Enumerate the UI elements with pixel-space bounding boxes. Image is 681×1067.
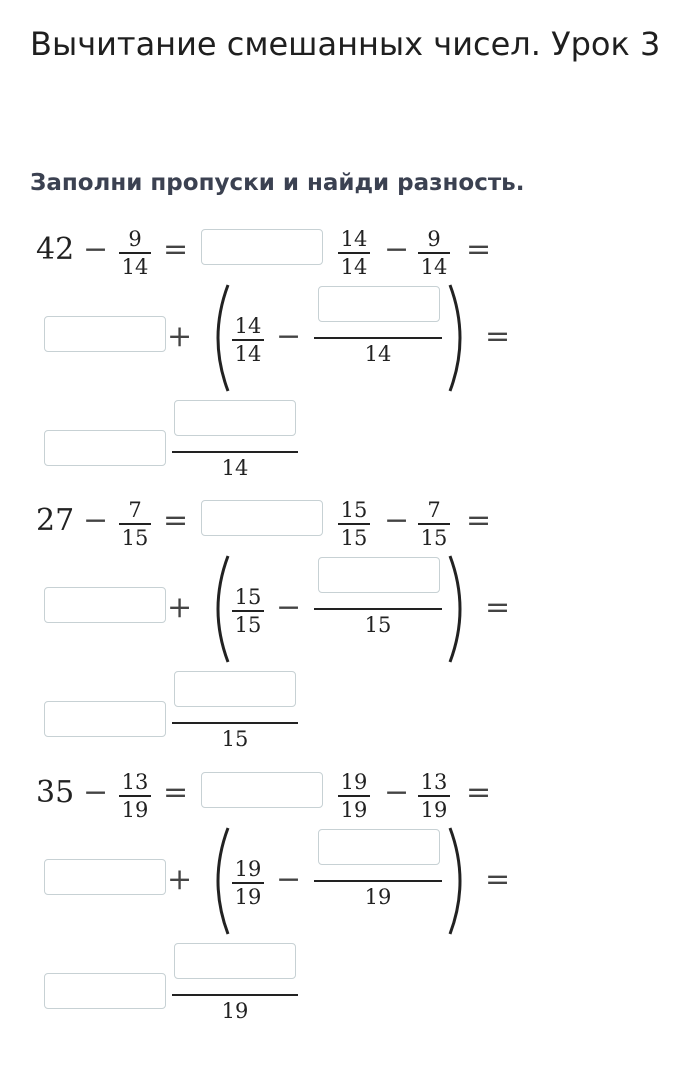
- fraction-denominator: 19: [420, 797, 448, 822]
- left-parenthesis: [206, 283, 232, 393]
- fraction-numerator: 7: [427, 498, 441, 522]
- fraction-bar: [172, 722, 298, 724]
- fraction-bar: [119, 523, 151, 525]
- fraction-numerator: 9: [128, 227, 142, 251]
- instruction-text: Заполни пропуски и найди разность.: [30, 170, 525, 196]
- fraction-bar: [314, 880, 442, 882]
- fraction-bar: [314, 337, 442, 339]
- left-parenthesis: [206, 826, 232, 936]
- result-numerator-input[interactable]: [174, 943, 296, 979]
- result-denominator: 14: [221, 456, 249, 480]
- equals-sign: =: [485, 862, 511, 897]
- whole-part-input-2[interactable]: [44, 859, 166, 895]
- right-parenthesis: [446, 283, 472, 393]
- fraction-denominator: 19: [234, 884, 262, 909]
- fraction-bar: [418, 252, 450, 254]
- fraction-bar: [232, 339, 264, 341]
- fraction-numerator: 15: [340, 498, 368, 522]
- fraction-bar: [119, 795, 151, 797]
- fraction-bar: [232, 610, 264, 612]
- fraction-denominator: 14: [234, 341, 262, 366]
- fraction-bar: [338, 252, 370, 254]
- fraction-numerator: 13: [420, 770, 448, 794]
- result-numerator-input[interactable]: [174, 671, 296, 707]
- fraction-denominator: 19: [340, 797, 368, 822]
- paren-fraction: [232, 858, 264, 908]
- equals-sign: =: [466, 232, 492, 267]
- minus-sign: −: [83, 775, 109, 810]
- numerator-input[interactable]: [318, 557, 440, 593]
- equals-sign: =: [466, 775, 492, 810]
- fraction-numerator: 14: [340, 227, 368, 251]
- subtracted-fraction: [119, 499, 151, 549]
- equals-sign: =: [485, 319, 511, 354]
- fraction-bar: [172, 994, 298, 996]
- fraction-bar: [172, 451, 298, 453]
- result-denominator: 19: [221, 999, 249, 1023]
- fraction-denominator: 19: [121, 797, 149, 822]
- equals-sign: =: [466, 503, 492, 538]
- fraction-denominator: 15: [121, 525, 149, 550]
- paren-fraction: [232, 315, 264, 365]
- result-whole-input[interactable]: [44, 701, 166, 737]
- equals-sign: =: [163, 503, 189, 538]
- whole-part-input[interactable]: [201, 772, 323, 808]
- fraction-bar: [418, 795, 450, 797]
- equals-sign: =: [163, 775, 189, 810]
- fraction-bar: [232, 882, 264, 884]
- fraction-denominator: 14: [420, 254, 448, 279]
- minus-sign: −: [276, 862, 302, 897]
- fraction-bar: [418, 523, 450, 525]
- subtracted-fraction-copy: [418, 771, 450, 821]
- result-numerator-input[interactable]: [174, 400, 296, 436]
- fraction-denominator: 14: [121, 254, 149, 279]
- result-whole-input[interactable]: [44, 973, 166, 1009]
- plus-sign: +: [167, 590, 193, 625]
- minus-sign: −: [384, 232, 410, 267]
- minus-sign: −: [384, 503, 410, 538]
- fraction-bar: [338, 795, 370, 797]
- minus-sign: −: [276, 590, 302, 625]
- result-whole-input[interactable]: [44, 430, 166, 466]
- converted-fraction: [338, 771, 370, 821]
- fraction-numerator: 7: [128, 498, 142, 522]
- equals-sign: =: [485, 590, 511, 625]
- whole-number: 35: [36, 775, 75, 810]
- minus-sign: −: [384, 775, 410, 810]
- equals-sign: =: [163, 232, 189, 267]
- fraction-denominator: 15: [340, 525, 368, 550]
- fraction-numerator: 19: [340, 770, 368, 794]
- subtracted-fraction: [119, 771, 151, 821]
- whole-part-input-2[interactable]: [44, 587, 166, 623]
- page-title: Вычитание смешанных чисел. Урок 3: [30, 25, 661, 63]
- paren-fraction: [232, 586, 264, 636]
- whole-part-input[interactable]: [201, 229, 323, 265]
- whole-number: 27: [36, 503, 75, 538]
- whole-part-input-2[interactable]: [44, 316, 166, 352]
- numerator-input[interactable]: [318, 286, 440, 322]
- right-parenthesis: [446, 826, 472, 936]
- minus-sign: −: [83, 503, 109, 538]
- result-denominator: 15: [221, 727, 249, 751]
- fraction-denominator: 15: [234, 612, 262, 637]
- fraction-denominator: 15: [364, 613, 392, 637]
- fraction-numerator: 14: [234, 314, 262, 338]
- minus-sign: −: [83, 232, 109, 267]
- fraction-denominator: 14: [364, 342, 392, 366]
- minus-sign: −: [276, 319, 302, 354]
- plus-sign: +: [167, 319, 193, 354]
- converted-fraction: [338, 499, 370, 549]
- whole-number: 42: [36, 232, 75, 267]
- fraction-denominator: 14: [340, 254, 368, 279]
- converted-fraction: [338, 228, 370, 278]
- subtracted-fraction-copy: [418, 228, 450, 278]
- whole-part-input[interactable]: [201, 500, 323, 536]
- fraction-numerator: 15: [234, 585, 262, 609]
- right-parenthesis: [446, 554, 472, 664]
- fraction-denominator: 15: [420, 525, 448, 550]
- fraction-denominator: 19: [364, 885, 392, 909]
- fraction-bar: [338, 523, 370, 525]
- fraction-numerator: 9: [427, 227, 441, 251]
- fraction-bar: [314, 608, 442, 610]
- left-parenthesis: [206, 554, 232, 664]
- fraction-numerator: 19: [234, 857, 262, 881]
- subtracted-fraction: [119, 228, 151, 278]
- fraction-bar: [119, 252, 151, 254]
- numerator-input[interactable]: [318, 829, 440, 865]
- plus-sign: +: [167, 862, 193, 897]
- fraction-numerator: 13: [121, 770, 149, 794]
- subtracted-fraction-copy: [418, 499, 450, 549]
